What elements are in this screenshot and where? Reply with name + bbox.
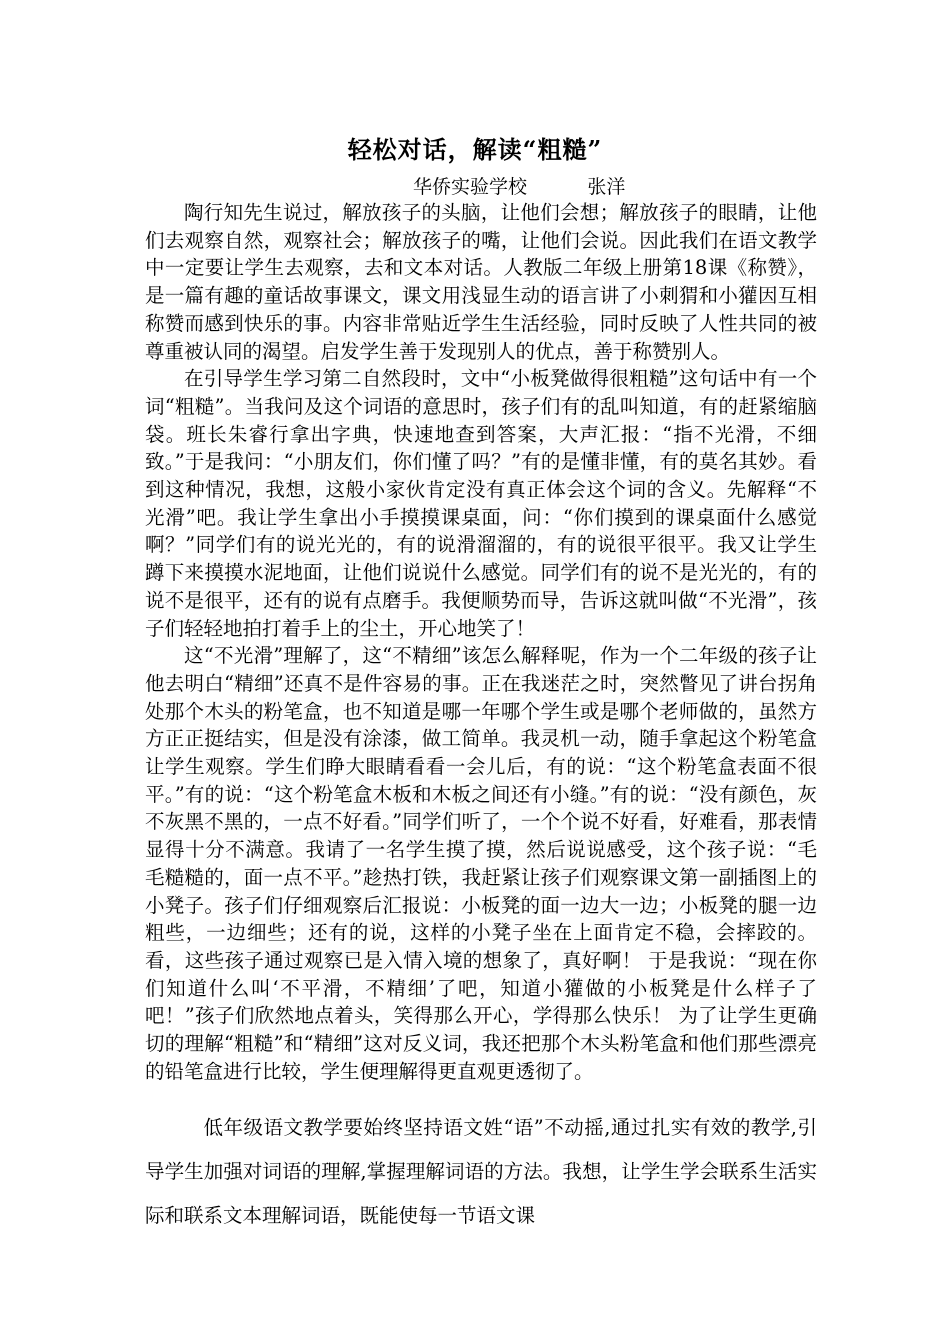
article-body [145,199,817,1086]
body-paragraph: 这“不光滑”理解了，这“不精细”该怎么解释呢，作为一个二年级的孩子让他去明白“精细”还真不是件容易的事。正在我迷茫之时，突然瞥见了讲台拐角处那个木头的粉笔盒，也不知道是哪一年哪个学生或是哪个老师做的，虽然方方正正挺结实，但是没有涂漆，做工简单。我灵机一动，随手拿起这个粉笔盒让学生观察。学生们睁大眼睛看看一会儿后，有的说：“这个粉笔盒表面不很平。”有的说：“这个粉笔盒木板和木板之间还有小缝。”有的说：“没有颜色，灰不灰黑不黑的，一点不好看。”同学们听了，一个个说不好看，好难看，那表情显得十分不满意。我请了一名学生摸了摸，然后说说感受，这个孩子说：“毛毛糙糙的，面一点不平。”趁热打铁，我赶紧让孩子们观察课文第一副插图上的小凳子。孩子们仔细观察后汇报说：小板凳的面一边大一边；小板凳的腿一边粗些，一边细些；还有的说，这样的小凳子坐在上面肯定不稳，会摔跤的。看，这些孩子通过观察已是入情入境的想象了，真好啊！ 于是我说：“现在你们知道什么叫‘不平滑，不精细’了吧，知道小獾做的小板凳是什么样子了吧！”孩子们欣然地点着头，笑得那么开心，学得那么快乐！ 为了让学生更确切的理解“粗糙”和“精细”这对反义词，我还把那个木头粉笔盒和他们那些漂亮的铅笔盒进行比较，学生便理解得更直观更透彻了。 [145,644,817,1083]
closing-paragraph: 低年级语文教学要始终坚持语文姓“语”不动摇,通过扎实有效的教学,引导学生加强对词语的理解,掌握理解词语的方法。我想，让学生学会联系生活实际和联系文本理解词语，既能使每一节语文课 [145,1116,817,1227]
body-paragraph: 陶行知先生说过，解放孩子的头脑，让他们会想；解放孩子的眼睛，让他们去观察自然，观察社会；解放孩子的嘴，让他们会说。因此我们在语文教学中一定要让学生去观察，去和文本对话。人教版二年级上册第18课《称赞》，是一篇有趣的童话故事课文，课文用浅显生动的语言讲了小刺猬和小獾因互相称赞而感到快乐的事。内容非常贴近学生生活经验，同时反映了人性共同的被尊重被认同的渴望。启发学生善于发现别人的优点，善于称赞别人。 [145,201,817,363]
body-paragraph: 在引导学生学习第二自然段时，文中“小板凳做得很粗糙”这句话中有一个词“粗糙”。当我问及这个词语的意思时，孩子们有的乱叫知道，有的赶紧缩脑袋。班长朱睿行拿出字典，快速地查到答案，大声汇报：“指不光滑，不细致。”于是我问：“小朋友们，你们懂了吗？”有的是懂非懂，有的莫名其妙。看到这种情况，我想，这般小家伙肯定没有真正体会这个词的含义。先解释“不光滑”吧。我让学生拿出小手摸摸课桌面，问：“你们摸到的课桌面什么感觉啊？”同学们有的说光光的，有的说滑溜溜的，有的说很平很平。我又让学生蹲下来摸摸水泥地面，让他们说说什么感觉。同学们有的说不是光光的，有的说不是很平，还有的说有点磨手。我便顺势而导，告诉这就叫做“不光滑”，孩子们轻轻地拍打着手上的尘土，开心地笑了！ [145,367,817,640]
closing-section [145,1106,817,1238]
article-title: 轻松对话，解读“粗糙” [347,135,603,164]
author-byline: 华侨实验学校 张洋 [413,176,626,198]
